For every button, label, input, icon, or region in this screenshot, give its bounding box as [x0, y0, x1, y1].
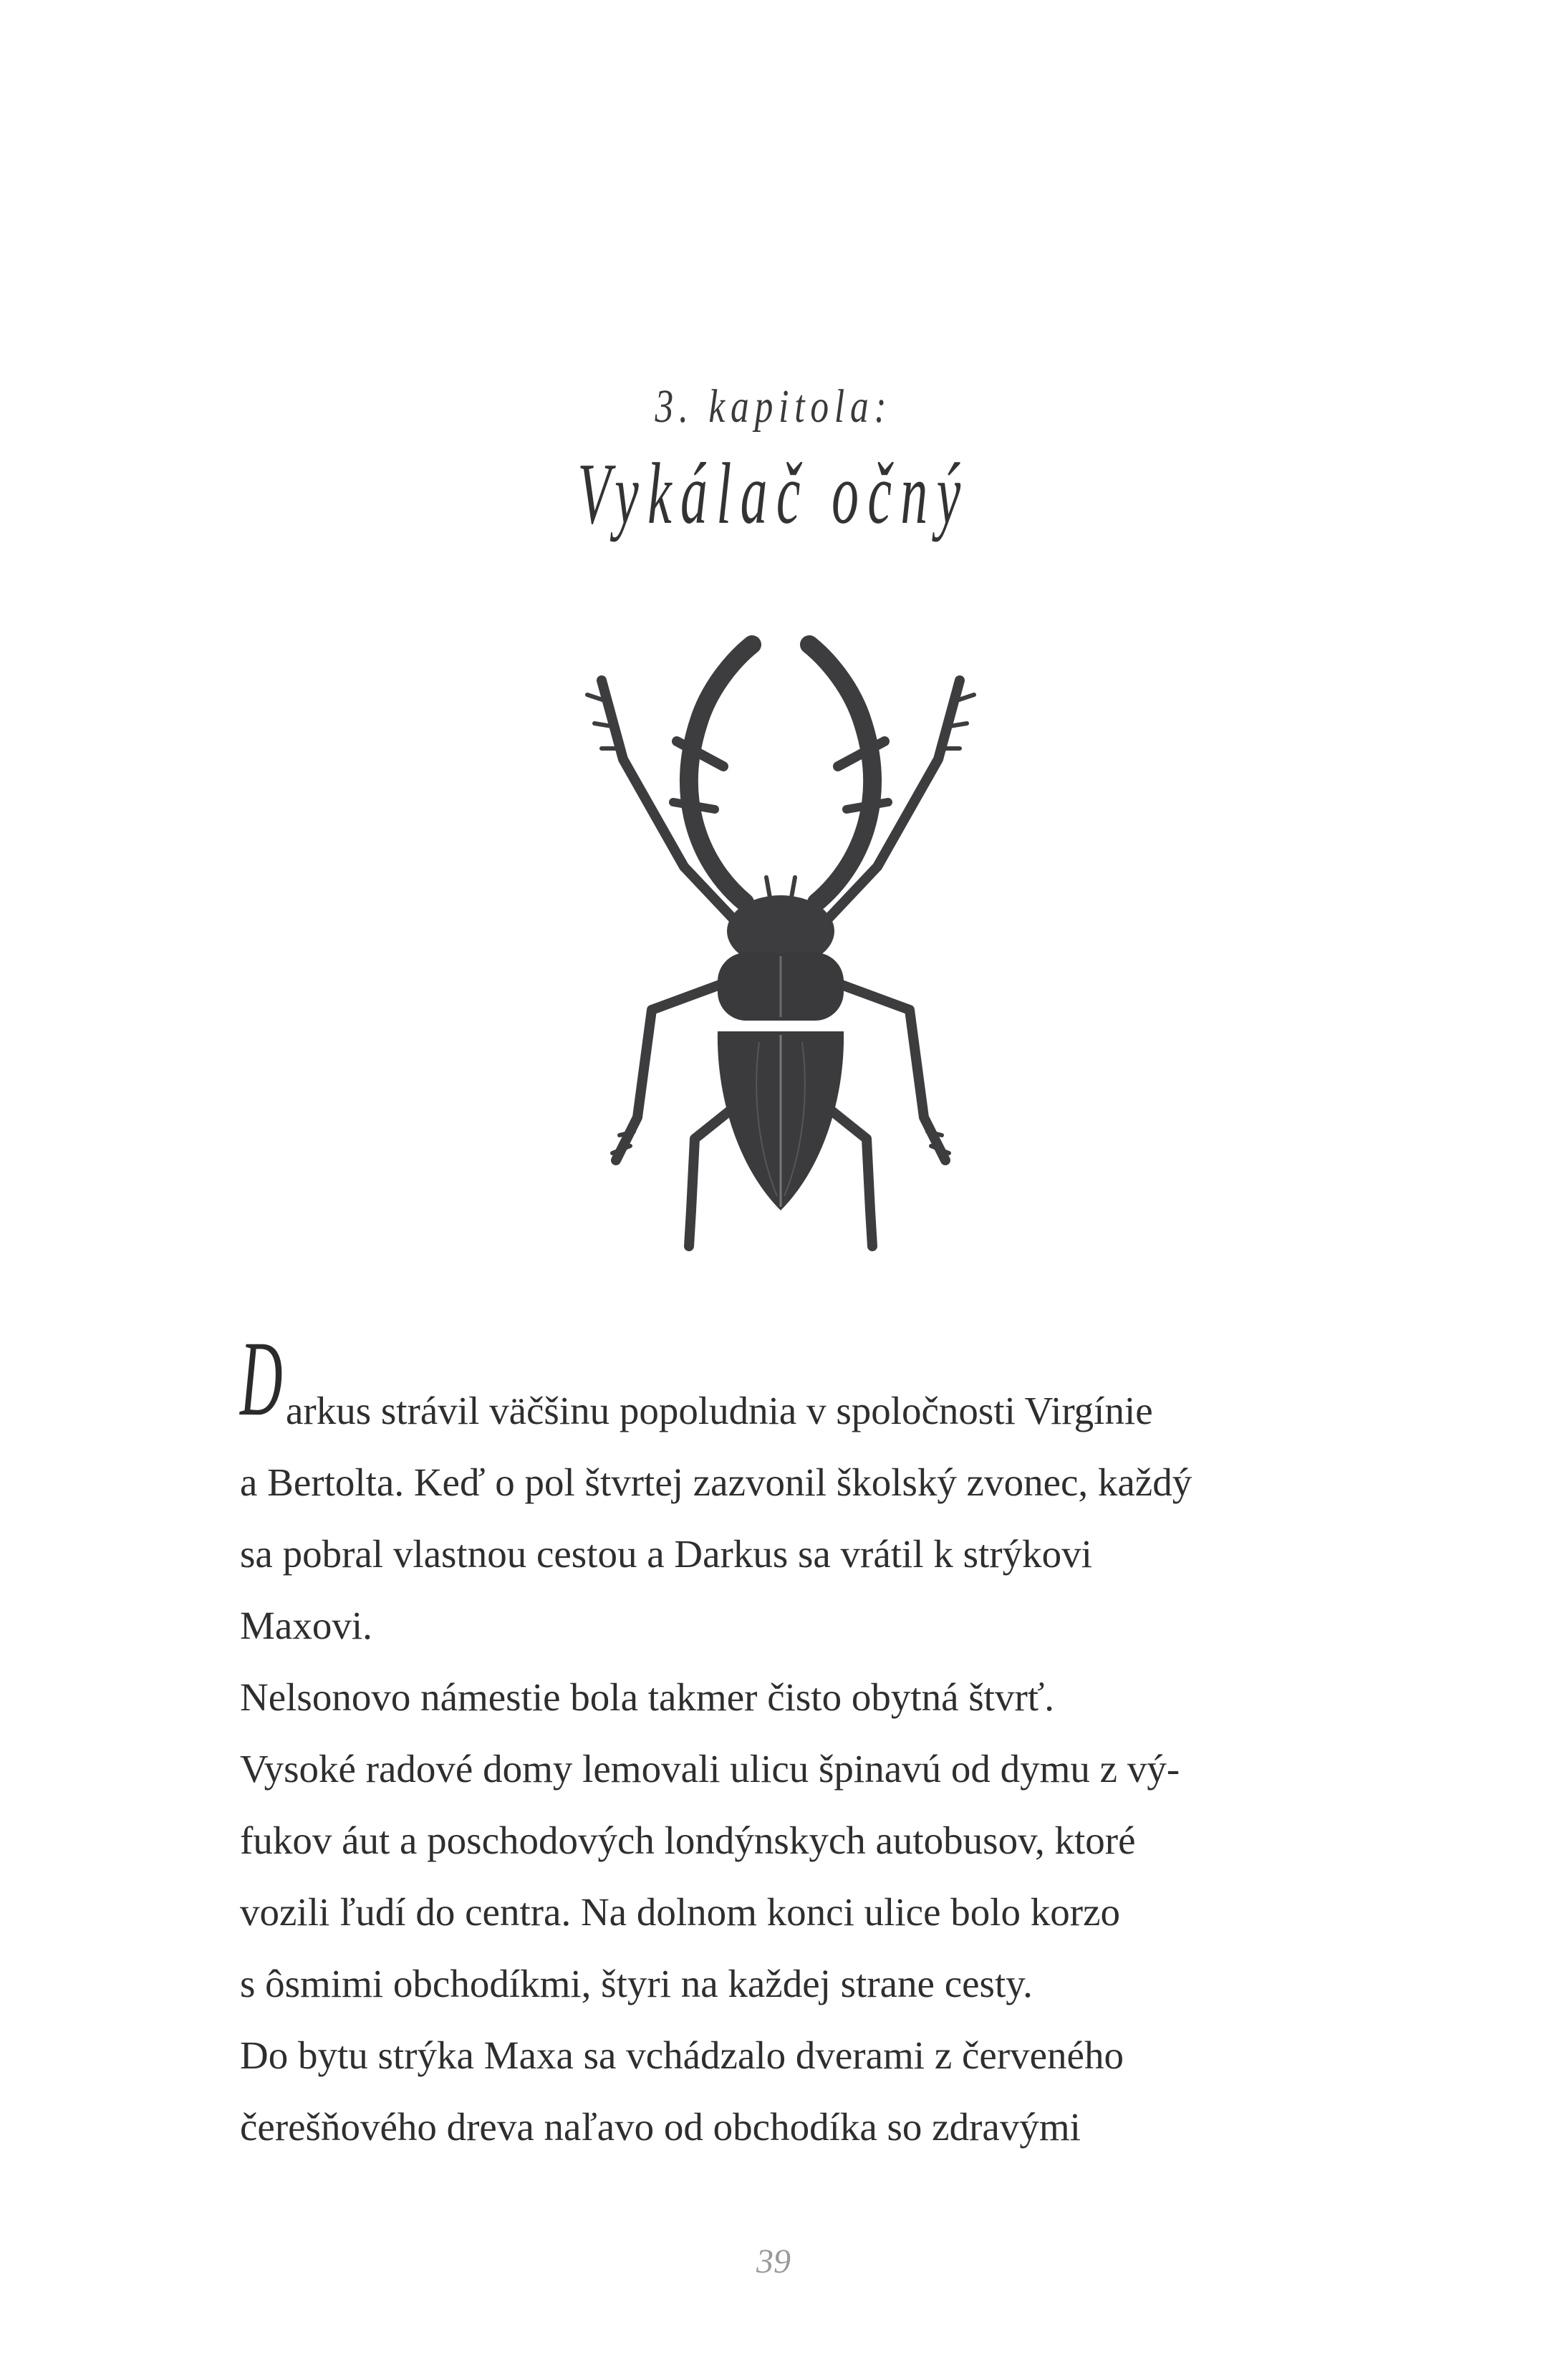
- page-number: 39: [756, 2242, 791, 2280]
- text-line: Maxovi.: [240, 1604, 372, 1647]
- text-line: fukov áut a poschodových londýnskych autobusov, ktoré: [240, 1818, 1136, 1862]
- text-line: Nelsonovo námestie bola takmer čisto obytná štvrť.: [240, 1675, 1055, 1719]
- chapter-title: Vykálač očný: [577, 445, 970, 542]
- chapter-number: 3. kapitola:: [655, 380, 892, 433]
- text-line: arkus strávil väčšinu popoludnia v spoločnosti Virgínie: [286, 1389, 1153, 1432]
- stag-beetle-icon: [530, 594, 1031, 1253]
- text-line: s ôsmimi obchodíkmi, štyri na každej strane cesty.: [240, 1962, 1033, 2005]
- text-line: čerešňového dreva naľavo od obchodíka so zdravými: [240, 2105, 1081, 2149]
- body-text: [240, 1375, 1329, 2163]
- text-line: Vysoké radové domy lemovali ulicu špinavú od dymu z vý-: [240, 1747, 1180, 1791]
- text-line: sa pobral vlastnou cestou a Darkus sa vrátil k strýkovi: [240, 1532, 1092, 1576]
- text-line: Do bytu strýka Maxa sa vchádzalo dverami z červeného: [240, 2033, 1124, 2077]
- text-line: a Bertolta. Keď o pol štvrtej zazvonil školský zvonec, každý: [240, 1460, 1192, 1504]
- text-line: vozili ľudí do centra. Na dolnom konci ulice bolo korzo: [240, 1890, 1120, 1934]
- drop-cap: D: [240, 1319, 283, 1438]
